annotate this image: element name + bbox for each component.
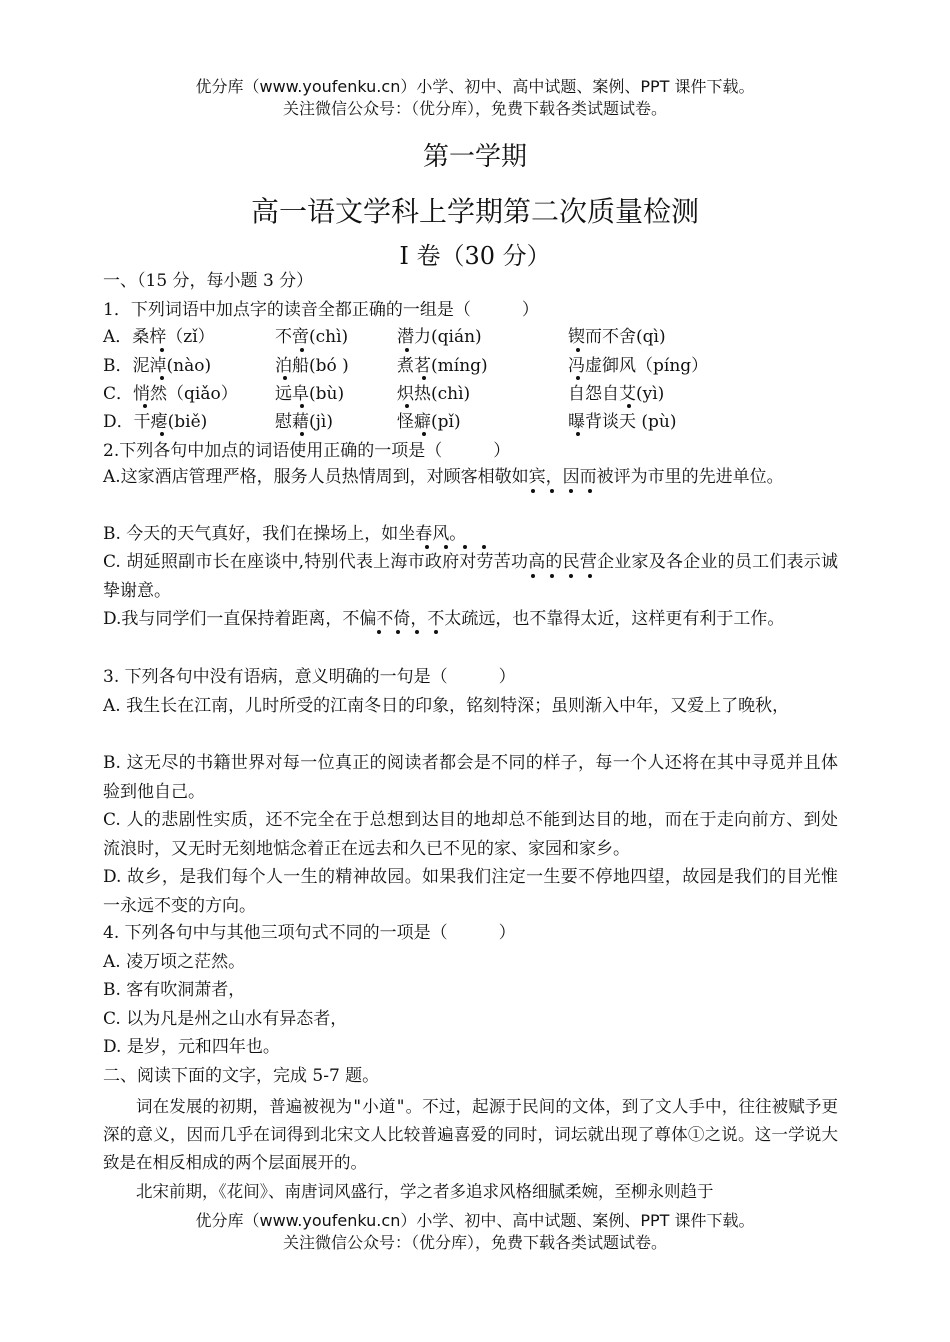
emphasis-dot: [300, 404, 304, 408]
q1-option-d-word1: D．干瘪(biě): [103, 412, 208, 432]
q1-stem: 1．下列词语中加点字的读音全都正确的一组是（ ）: [103, 300, 539, 320]
q1-option-a-word3: 潜力(qián): [397, 327, 482, 347]
emphasis-dot: [425, 545, 429, 549]
q3-option-c: C. 人的悲剧性实质，还不完全在于总想到达目的地却总不能到达目的地，而在于走向前方、到处流浪时，又无时无刻地惦念着正在远去和久已不见的家、家园和家乡。: [103, 810, 838, 859]
emphasis-dot: [283, 376, 287, 380]
q4-option-a: A. 凌万顷之茫然。: [103, 952, 246, 972]
emphasis-dot: [531, 574, 535, 578]
emphasis-dot: [405, 404, 409, 408]
reading-paragraph-2: 北宋前期，《花间》、南唐词风盛行，学之者多追求风格细腻柔婉，至柳永则趋于: [136, 1182, 714, 1201]
emphasis-dot: [300, 432, 304, 436]
q2-stem: 2.下列各句中加点的词语使用正确的一项是（ ）: [103, 441, 511, 461]
q4-stem: 4. 下列各句中与其他三项句式不同的一项是（ ）: [103, 923, 516, 943]
emphasis-dot: [627, 404, 631, 408]
emphasis-dot: [377, 630, 381, 634]
emphasis-dot: [482, 545, 486, 549]
header-line-1: 优分库（www.youfenku.cn）小学、初中、高中试题、案例、PPT 课件下载。: [195, 77, 755, 96]
q1-option-a-word1: A．桑梓（zǐ）: [103, 327, 215, 347]
q4-option-c: C. 以为凡是州之山水有异态者，: [103, 1009, 348, 1029]
emphasis-dot: [143, 404, 147, 408]
q2-option-a: A.这家酒店管理严格，服务人员热情周到，对顾客相敬如宾，因而被评为市里的先进单位。: [103, 467, 784, 487]
q1-option-c-word1: C．悄然（qiǎo）: [103, 384, 238, 404]
emphasis-dot: [569, 574, 573, 578]
emphasis-dot: [576, 376, 580, 380]
emphasis-dot: [422, 376, 426, 380]
q1-option-d-word3: 怪癖(pǐ): [397, 412, 461, 432]
exam-title: 高一语文学科上学期第二次质量检测: [250, 195, 699, 228]
emphasis-dot: [588, 574, 592, 578]
emphasis-dot: [422, 432, 426, 436]
q1-option-d-word2: 慰藉(jì): [275, 412, 333, 432]
page-footer: [0, 1210, 950, 1254]
emphasis-dot: [160, 376, 164, 380]
header-line-2: 关注微信公众号：（优分库），免费下载各类试题试卷。: [282, 99, 667, 118]
semester-title: 第一学期: [422, 142, 527, 172]
q2-option-c: C. 胡延照副市长在座谈中,特别代表上海市政府对劳苦功高的民营企业家及各企业的员工们表示诚挚谢意。: [103, 552, 838, 601]
q3-stem: 3. 下列各句中没有语病，意义明确的一句是（ ）: [103, 667, 516, 687]
emphasis-dot: [300, 348, 304, 352]
volume-title: I 卷（30 分）: [399, 242, 551, 270]
emphasis-dot: [434, 630, 438, 634]
q3-option-d: D. 故乡，是我们每个人一生的精神故园。如果我们注定一生要不停地四望，故园是我们的目光惟一永远不变的方向。: [103, 867, 838, 916]
q4-option-b: B. 客有吹洞萧者，: [103, 980, 246, 1000]
q1-option-b-word2: 泊船(bó ): [275, 356, 349, 376]
q1-option-c-word4: 自怨自艾(yì): [568, 384, 665, 404]
section-2-heading: 二、阅读下面的文字，完成 5-7 题。: [103, 1066, 380, 1086]
emphasis-dot: [576, 348, 580, 352]
emphasis-dot: [444, 545, 448, 549]
emphasis-dot: [569, 489, 573, 493]
q1-option-c-word2: 远阜(bù): [275, 384, 345, 404]
q4-option-d: D. 是岁，元和四年也。: [103, 1037, 280, 1057]
emphasis-dot: [550, 574, 554, 578]
footer-line-1: 优分库（www.youfenku.cn）小学、初中、高中试题、案例、PPT 课件下载。: [195, 1211, 755, 1230]
q1-option-a-word4: 锲而不舍(qì): [568, 327, 666, 347]
q1-option-a-word2: 不啻(chì): [275, 327, 349, 347]
emphasis-dot: [396, 630, 400, 634]
q1-option-b-word3: 煮茗(míng): [397, 356, 488, 376]
q2-option-d: D.我与同学们一直保持着距离，不偏不倚，不太疏远，也不靠得太近，这样更有利于工作。: [103, 609, 785, 629]
page-header: [0, 76, 950, 120]
q1-option-c-word3: 炽热(chì): [397, 384, 471, 404]
emphasis-dot: [550, 489, 554, 493]
q1-option-b-word4: 冯虚御风（píng）: [568, 356, 709, 376]
reading-paragraph-1: 词在发展的初期，普遍被视为"小道"。不过，起源于民间的文体，到了文人手中，往往被赋予更深的意义，因而几乎在词得到北宋文人比较普遍喜爱的同时，词坛就出现了尊体①之说。这一学说大致是在相反相成的两个层面展开的。: [103, 1097, 838, 1172]
q1-option-b-word1: B．泥淖(nào): [103, 356, 212, 376]
q2-option-b: B. 今天的天气真好，我们在操场上，如坐春风。: [103, 524, 467, 544]
emphasis-dot: [160, 432, 164, 436]
emphasis-dot: [531, 489, 535, 493]
emphasis-dot: [588, 489, 592, 493]
q1-option-d-word4: 曝背谈天 (pù): [568, 412, 677, 432]
footer-line-2: 关注微信公众号：（优分库），免费下载各类试题试卷。: [282, 1233, 667, 1252]
emphasis-dot: [415, 630, 419, 634]
emphasis-dot: [160, 348, 164, 352]
emphasis-dot: [576, 432, 580, 436]
section-1-heading: 一、（15 分，每小题 3 分）: [103, 271, 314, 291]
q3-option-a: A. 我生长在江南，儿时所受的江南冬日的印象，铭刻特深；虽则渐入中年，又爱上了晚秋，: [103, 696, 790, 716]
q3-option-b: B. 这无尽的书籍世界对每一位真正的阅读者都会是不同的样子，每一个人还将在其中寻觅并且体验到他自己。: [103, 753, 838, 802]
emphasis-dot: [405, 348, 409, 352]
emphasis-dot: [463, 545, 467, 549]
